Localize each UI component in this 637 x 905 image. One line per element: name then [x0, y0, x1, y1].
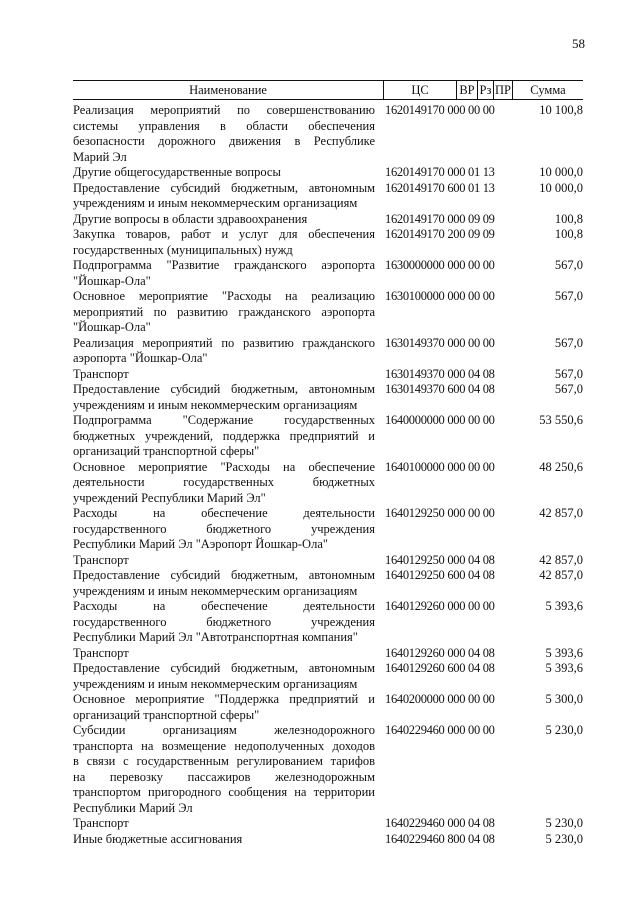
row-name — [73, 227, 375, 258]
row-sum: 42 857,0 — [539, 552, 583, 567]
row-sum: 5 393,6 — [545, 661, 583, 675]
row-name-line: мероприятий по развитию гражданского аэропорта — [73, 304, 375, 319]
row-sum: 10 000,0 — [539, 165, 583, 179]
row-code: 1620149170 000 01 13 — [385, 165, 495, 179]
row-name-line: безопасности дорожного движения в Республике — [73, 134, 375, 148]
row-name-line: системы управления в области обеспечения — [73, 118, 375, 133]
row-name — [73, 553, 375, 569]
row-code: 1640129260 000 00 00 — [385, 599, 495, 613]
row-name-line: Транспорт — [73, 366, 129, 381]
row-name-line: Расходы на обеспечение деятельности — [73, 599, 375, 613]
row-code: 1640000000 000 00 00 — [385, 413, 495, 427]
row-code: 1640129250 000 00 00 — [385, 506, 495, 520]
row-name-line: аэропорта "Йошкар-Ола" — [73, 351, 208, 365]
table-row — [73, 599, 585, 646]
row-name — [73, 832, 375, 848]
page-number: 58 — [572, 36, 585, 51]
row-sum: 567,0 — [554, 289, 583, 303]
row-name — [73, 382, 375, 413]
table-row — [73, 181, 585, 212]
row-name-line: Основное мероприятие "Расходы на реализацию — [73, 289, 375, 303]
row-sum: 567,0 — [554, 382, 583, 396]
table-row — [73, 165, 585, 181]
row-name — [73, 367, 375, 383]
row-code: 1630000000 000 00 00 — [385, 258, 495, 272]
row-name-line: Подпрограмма "Развитие гражданского аэропорта — [73, 258, 375, 272]
row-name-line: учреждениям и иным некоммерческим организациям — [73, 196, 358, 210]
row-name-line: Республики Марий Эл — [73, 800, 193, 815]
row-name-line: транспортом пригородного сообщения на территории — [73, 785, 375, 799]
row-name-line: Другие общегосударственные вопросы — [73, 165, 281, 179]
row-name — [73, 816, 375, 832]
row-code: 1640129250 600 04 08 — [385, 568, 495, 582]
row-name — [73, 165, 375, 181]
row-sum: 10 000,0 — [539, 180, 583, 195]
row-name-line: Субсидии организациям железнодорожного — [73, 723, 375, 737]
table-row — [73, 568, 585, 599]
row-name-line: Транспорт — [73, 552, 129, 567]
row-code: 1620149170 200 09 09 — [385, 227, 495, 241]
row-sum: 100,8 — [554, 227, 583, 241]
row-name — [73, 103, 375, 165]
row-name — [73, 181, 375, 212]
row-sum: 5 230,0 — [545, 816, 583, 830]
row-name-line: государственных (муниципальных) нужд — [73, 242, 293, 257]
row-code: 1620149170 000 00 00 — [385, 103, 495, 117]
row-name-line: Предоставление субсидий бюджетным, автономным — [73, 382, 375, 396]
row-sum: 10 100,8 — [539, 103, 583, 117]
row-sum: 5 230,0 — [545, 831, 583, 846]
table-row — [73, 553, 585, 569]
table-row — [73, 723, 585, 816]
row-sum: 42 857,0 — [539, 568, 583, 582]
row-name — [73, 692, 375, 723]
row-name-line: Транспорт — [73, 816, 129, 830]
row-name-line: в связи с государственным регулированием тарифов — [73, 754, 375, 768]
table-row — [73, 661, 585, 692]
row-sum: 5 230,0 — [545, 723, 583, 737]
row-name-line: Предоставление субсидий бюджетным, автономным — [73, 661, 375, 675]
row-name-line: государственного бюджетного учреждения — [73, 614, 375, 629]
table-row — [73, 816, 585, 832]
row-name-line: организаций транспортной сферы" — [73, 707, 260, 722]
row-sum: 53 550,6 — [539, 413, 583, 427]
row-code: 1630149370 000 00 00 — [385, 335, 495, 350]
table-row — [73, 692, 585, 723]
row-name — [73, 413, 375, 460]
row-name-line: Республики Марий Эл "Автотранспортная компания" — [73, 630, 358, 644]
row-name-line: транспорта на возмещение недополученных доходов — [73, 738, 375, 753]
row-code: 1620149170 000 09 09 — [385, 211, 495, 226]
row-name-line: Подпрограмма "Содержание государственных — [73, 413, 375, 427]
table-row — [73, 227, 585, 258]
row-name — [73, 599, 375, 646]
row-name — [73, 336, 375, 367]
header-sum: Сумма — [530, 83, 566, 97]
row-name-line: "Йошкар-Ола" — [73, 320, 151, 334]
row-name-line: Иные бюджетные ассигнования — [73, 831, 243, 846]
row-name — [73, 258, 375, 289]
row-sum: 5 393,6 — [545, 599, 583, 613]
row-code: 1620149170 600 01 13 — [385, 180, 495, 195]
row-code: 1630149370 600 04 08 — [385, 382, 495, 396]
row-name — [73, 646, 375, 662]
row-code: 1630100000 000 00 00 — [385, 289, 495, 303]
row-name — [73, 460, 375, 507]
row-code: 1640229460 000 04 08 — [385, 816, 495, 830]
row-code: 1640200000 000 00 00 — [385, 692, 495, 706]
row-name-line: Основное мероприятие "Поддержка предприятий и — [73, 692, 375, 706]
header-rz: Рз — [479, 83, 492, 97]
row-name-line: Другие вопросы в области здравоохранения — [73, 211, 308, 226]
row-sum: 567,0 — [554, 366, 583, 381]
table-row — [73, 413, 585, 460]
row-code: 1640229460 000 00 00 — [385, 723, 495, 737]
row-sum: 567,0 — [554, 335, 583, 350]
row-name-line: Закупка товаров, работ и услуг для обеспечения — [73, 227, 375, 241]
table-row — [73, 506, 585, 553]
row-code: 1640100000 000 00 00 — [385, 459, 495, 474]
header-name: Наименование — [189, 83, 267, 97]
row-code: 1640129250 000 04 08 — [385, 552, 495, 567]
row-name-line: Основное мероприятие "Расходы на обеспечение — [73, 459, 375, 474]
row-name-line: учреждениям и иным некоммерческим организациям — [73, 676, 358, 691]
header-pr: ПР — [495, 83, 511, 97]
row-name-line: Предоставление субсидий бюджетным, автономным — [73, 568, 375, 582]
row-name-line: учреждениям и иным некоммерческим организациям — [73, 397, 358, 412]
row-name-line: "Йошкар-Ола" — [73, 273, 151, 288]
row-name — [73, 506, 375, 553]
table-row — [73, 258, 585, 289]
row-name — [73, 289, 375, 336]
table-row — [73, 336, 585, 367]
table-body — [73, 103, 585, 847]
row-sum: 48 250,6 — [539, 459, 583, 474]
table-row — [73, 382, 585, 413]
row-name-line: Расходы на обеспечение деятельности — [73, 506, 375, 520]
row-name-line: учреждениям и иным некоммерческим организациям — [73, 583, 358, 598]
row-code: 1640129260 000 04 08 — [385, 645, 495, 660]
table-row — [73, 367, 585, 383]
row-name-line: учреждений Республики Марий Эл" — [73, 490, 266, 505]
table-row — [73, 289, 585, 336]
row-name-line: Реализация мероприятий по развитию гражданского — [73, 335, 375, 350]
row-name — [73, 723, 375, 816]
row-sum: 5 300,0 — [545, 692, 583, 706]
row-code: 1630149370 000 04 08 — [385, 366, 495, 381]
row-code: 1640229460 800 04 08 — [385, 831, 495, 846]
header-vr: ВР — [459, 83, 475, 97]
row-name — [73, 568, 375, 599]
header-cs: ЦС — [411, 83, 429, 97]
row-name-line: государственного бюджетного учреждения — [73, 521, 375, 536]
row-name-line: на перевозку пассажиров железнодорожным — [73, 769, 375, 784]
row-sum: 567,0 — [554, 258, 583, 272]
row-name — [73, 661, 375, 692]
table-row — [73, 460, 585, 507]
row-name-line: Марий Эл — [73, 149, 127, 164]
row-name-line: Предоставление субсидий бюджетным, автономным — [73, 180, 375, 195]
row-sum: 42 857,0 — [539, 506, 583, 520]
table-row — [73, 646, 585, 662]
table-row — [73, 832, 585, 848]
row-sum: 100,8 — [554, 211, 583, 226]
row-code: 1640129260 600 04 08 — [385, 661, 495, 675]
row-name-line: Транспорт — [73, 645, 129, 660]
table-header — [73, 80, 583, 100]
row-name-line: Республики Марий Эл "Аэропорт Йошкар-Ола" — [73, 537, 328, 551]
row-name-line: бюджетных учреждений, поддержка предприятий и — [73, 428, 375, 443]
table-row — [73, 103, 585, 165]
row-name-line: организаций транспортной сферы" — [73, 444, 260, 458]
row-name-line: деятельности государственных бюджетных — [73, 475, 375, 489]
row-name — [73, 212, 375, 228]
row-sum: 5 393,6 — [545, 645, 583, 660]
table-row — [73, 212, 585, 228]
row-name-line: Реализация мероприятий по совершенствованию — [73, 103, 375, 117]
